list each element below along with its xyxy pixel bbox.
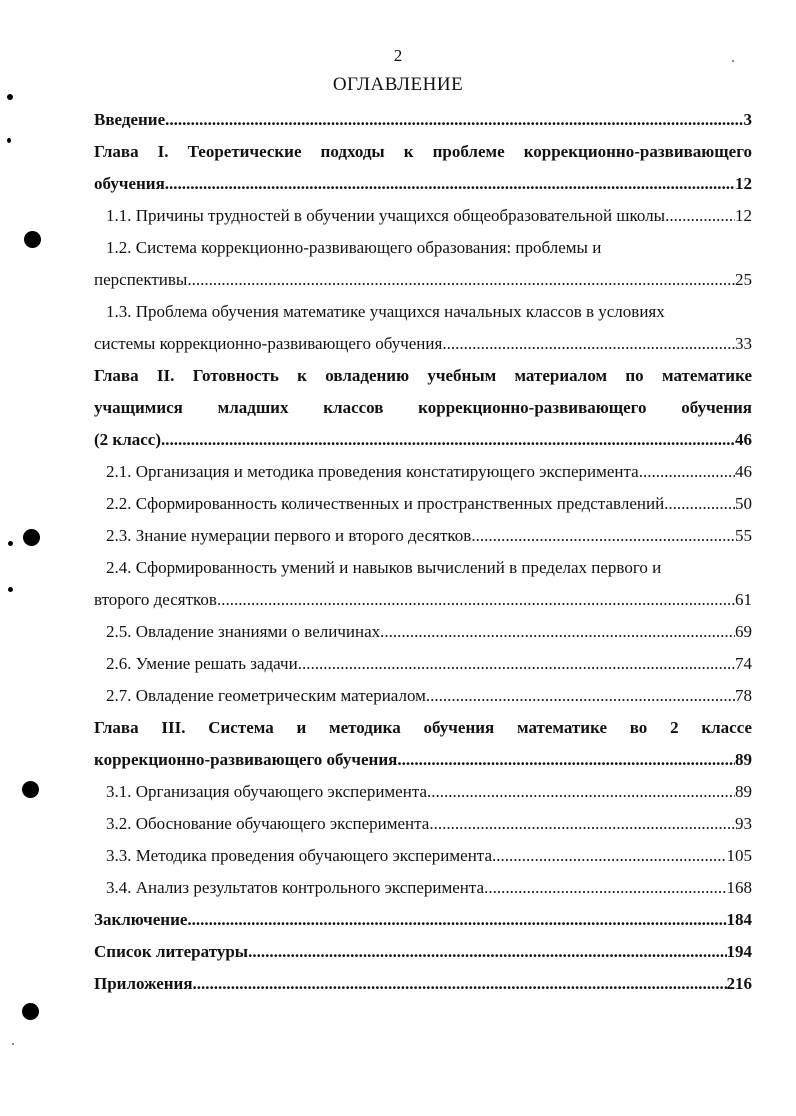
dot-leader (639, 459, 735, 485)
scan-mark (8, 541, 13, 546)
dot-leader (442, 331, 735, 357)
toc-section-2-5[interactable] (106, 619, 752, 645)
toc-entry-label: 3.2. Обоснование обучающего эксперимента (106, 814, 430, 833)
toc-chapter-3-line-1[interactable]: Глава III. Система и методика обучения математике во 2 классе (94, 718, 752, 737)
toc-page-number: 89 (735, 782, 752, 801)
dot-leader (193, 971, 727, 997)
binder-hole (22, 1003, 39, 1020)
toc-section-2-2[interactable] (106, 491, 752, 517)
toc-entry-label: второго десятков (94, 590, 217, 609)
page-title: ОГЛАВЛЕНИЕ (332, 74, 464, 95)
toc-entry-references[interactable] (94, 939, 752, 965)
toc-entry-label: (2 класс) (94, 430, 161, 449)
toc-entry-label: 2.5. Овладение знаниями о величинах (106, 622, 381, 641)
toc-section-3-4[interactable] (106, 875, 752, 901)
toc-page-number: 69 (735, 622, 752, 641)
toc-page-number: 78 (735, 686, 752, 705)
toc-chapter-3-line-2[interactable] (94, 747, 752, 773)
toc-entry-label: системы коррекционно-развивающего обучения (94, 334, 443, 353)
toc-page-number: 55 (735, 526, 752, 545)
dot-leader (484, 875, 726, 901)
toc-section-3-1[interactable] (106, 779, 752, 805)
toc-page-number: 3 (743, 110, 752, 129)
toc-entry-appendices[interactable] (94, 971, 752, 997)
toc-page-number: 74 (735, 654, 752, 673)
toc-page-number: 216 (726, 974, 752, 993)
toc-entry-label: 2.1. Организация и методика проведения констатирующего эксперимента (106, 462, 639, 481)
binder-hole (24, 231, 41, 248)
dot-leader (471, 523, 735, 549)
scan-speck (732, 60, 734, 62)
scan-mark (7, 138, 11, 143)
scan-mark (7, 94, 13, 100)
toc-entry-label: Список литературы (94, 942, 249, 961)
dot-leader (298, 651, 735, 677)
binder-hole (22, 781, 39, 798)
toc-page-number: 46 (735, 430, 752, 449)
toc-entry-label: 3.3. Методика проведения обучающего эксперимента (106, 846, 492, 865)
dot-leader (397, 747, 735, 773)
toc-section-2-1[interactable] (106, 459, 752, 485)
toc-entry-label: 3.1. Организация обучающего эксперимента (106, 782, 427, 801)
toc-entry-conclusion[interactable] (94, 907, 752, 933)
toc-page-number: 93 (735, 814, 752, 833)
toc-section-2-6[interactable] (106, 651, 752, 677)
toc-chapter-1-line-1[interactable]: Глава I. Теоретические подходы к проблеме коррекционно-развивающего (94, 142, 752, 161)
toc-section-1-3-line-1[interactable]: 1.3. Проблема обучения математике учащихся начальных классов в условиях (106, 302, 665, 321)
toc-page-number: 12 (735, 174, 752, 193)
dot-leader (165, 107, 743, 133)
toc-entry-introduction[interactable] (94, 107, 752, 133)
toc-chapter-2-line-2[interactable]: учащимися младших классов коррекционно-развивающего обучения (94, 398, 752, 417)
toc-section-1-3-line-2[interactable] (94, 331, 752, 357)
dot-leader (664, 491, 735, 517)
toc-entry-label: Введение (94, 110, 166, 129)
toc-entry-label: 2.2. Сформированность количественных и пространственных представлений (106, 494, 665, 513)
toc-chapter-1-line-2[interactable] (94, 171, 752, 197)
toc-page-number: 50 (735, 494, 752, 513)
toc-entry-label: 2.6. Умение решать задачи (106, 654, 298, 673)
toc-section-2-7[interactable] (106, 683, 752, 709)
toc-entry-label: обучения (94, 174, 165, 193)
dot-leader (665, 203, 735, 229)
scan-speck (12, 1043, 14, 1045)
dot-leader (161, 427, 735, 453)
toc-page-number: 46 (735, 462, 752, 481)
dot-leader (380, 619, 735, 645)
toc-section-1-2-line-1[interactable]: 1.2. Система коррекционно-развивающего образования: проблемы и (106, 238, 602, 257)
toc-entry-label: коррекционно-развивающего обучения (94, 750, 398, 769)
dot-leader (427, 779, 735, 805)
toc-entry-label: 1.1. Причины трудностей в обучении учащихся общеобразовательной школы (106, 206, 666, 225)
toc-section-2-4-line-1[interactable]: 2.4. Сформированность умений и навыков вычислений в пределах первого и (106, 558, 662, 577)
dot-leader (165, 171, 735, 197)
page-number: 2 (393, 46, 403, 65)
toc-section-1-1[interactable] (106, 203, 752, 229)
toc-page-number: 105 (726, 846, 752, 865)
toc-chapter-2-line-3[interactable] (94, 427, 752, 453)
toc-page-number: 194 (726, 942, 752, 961)
dot-leader (492, 843, 727, 869)
dot-leader (217, 587, 735, 613)
toc-section-3-2[interactable] (106, 811, 752, 837)
dot-leader (187, 907, 726, 933)
binder-hole (23, 529, 40, 546)
dot-leader (429, 811, 735, 837)
toc-entry-label: Заключение (94, 910, 188, 929)
toc-entry-label: Приложения (94, 974, 193, 993)
toc-entry-label: перспективы (94, 270, 188, 289)
toc-entry-label: 2.7. Овладение геометрическим материалом (106, 686, 426, 705)
toc-section-1-2-line-2[interactable] (94, 267, 752, 293)
toc-page-number: 168 (726, 878, 752, 897)
toc-page-number: 184 (726, 910, 752, 929)
toc-page-number: 25 (735, 270, 752, 289)
toc-page-number: 33 (735, 334, 752, 353)
dot-leader (248, 939, 726, 965)
dot-leader (187, 267, 735, 293)
toc-entry-label: 2.3. Знание нумерации первого и второго десятков (106, 526, 472, 545)
toc-page-number: 12 (735, 206, 752, 225)
toc-page-number: 61 (735, 590, 752, 609)
toc-section-2-4-line-2[interactable] (94, 587, 752, 613)
scan-mark (8, 587, 13, 592)
toc-chapter-2-line-1[interactable]: Глава II. Готовность к овладению учебным материалом по математике (94, 366, 752, 385)
toc-section-2-3[interactable] (106, 523, 752, 549)
toc-entry-label: 3.4. Анализ результатов контрольного эксперимента (106, 878, 485, 897)
dot-leader (426, 683, 735, 709)
toc-page-number: 89 (735, 750, 752, 769)
toc-section-3-3[interactable] (106, 843, 752, 869)
